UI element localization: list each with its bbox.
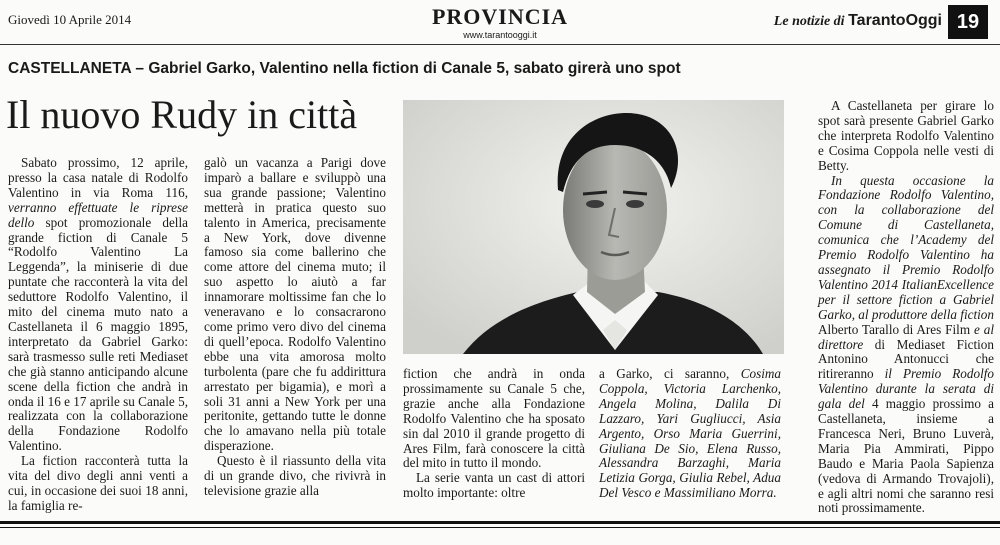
page-number: 19 bbox=[948, 5, 988, 39]
footer-divider bbox=[0, 521, 1000, 524]
portrait-illustration bbox=[403, 100, 784, 354]
text-run: Alberto Tarallo di Ares Film bbox=[818, 321, 974, 337]
text-run: Sabato prossimo, 12 aprile, presso la casa natale di Rodolfo Valentino in via Roma 116, bbox=[8, 155, 188, 200]
text-run: spot promozionale della grande fiction di Canale 5 “Rodolfo Valentino La Leggenda”, la miniserie di due puntate che racconterà la vita del seduttore Rodolfo Valentino, il mito del cinema muto nato a Castellaneta il 6 maggio 1895, interpretato da Gabriel Garko: sarà trasmesso sulle reti Mediaset che già stanno anticipando alcune scene della fiction che andrà in onda il 16 e 17 aprile su Canale 5, realizzata con la collaborazione della Fondazione Rodolfo Valentino. bbox=[8, 214, 188, 454]
paragraph bbox=[818, 174, 994, 517]
article-column-1 bbox=[8, 156, 188, 514]
text-run-italic: Cosima Coppola, Victoria Larchenko, Angela Molina, Dalila Di Lazzaro, Yari Gugliucci, Asia Argento, Orso Maria Guerrini, Giuliana De Sio, Elena Russo, Alessandra Barzaghi, Maria Letizia Gorga, Giulia Rebel, Adua Del Vesco e Massimiliano Morra. bbox=[599, 366, 781, 501]
article-column-3 bbox=[403, 367, 585, 501]
issue-date: Giovedì 10 Aprile 2014 bbox=[8, 12, 132, 27]
website-url[interactable]: www.tarantooggi.it bbox=[463, 30, 537, 40]
brand-name: TarantoOggi bbox=[848, 12, 942, 29]
paragraph: La serie vanta un cast di attori molto importante: oltre bbox=[403, 470, 585, 501]
paragraph: Questo è il riassunto della vita di un grande divo, che rivivrà in televisione grazie alla bbox=[204, 453, 386, 498]
brand-intro: Le notizie di bbox=[773, 14, 845, 29]
masthead-brand bbox=[774, 12, 942, 30]
footer-divider-thin bbox=[0, 527, 1000, 528]
text-run-italic: e al direttore bbox=[818, 321, 994, 352]
paragraph bbox=[599, 367, 781, 501]
article-photo bbox=[403, 100, 784, 354]
article-headline: Il nuovo Rudy in città bbox=[6, 92, 358, 137]
text-run-italic: In questa occasione la Fondazione Rodolfo Valentino, con la collaborazione del Comune di Castellaneta, comunica che l’Academy del Premio Rodolfo Valentino ha assegnato il Premio Rodolfo Valentino 2014 ItalianExcellence per il settore fiction a Gabriel Garko, al produttore della fiction bbox=[818, 172, 994, 322]
paragraph: A Castellaneta per girare lo spot sarà presente Gabriel Garko che interpreta Rodolfo Valentino e Cosima Coppola nelle vesti di Betty. bbox=[818, 98, 994, 173]
section-title: PROVINCIA bbox=[431, 4, 569, 29]
text-run-italic: verranno effettuate le riprese dello bbox=[8, 199, 188, 230]
text-run: a Garko, ci saranno, bbox=[599, 366, 741, 381]
article-column-4 bbox=[599, 367, 781, 501]
paragraph: galò un vacanza a Parigi dove imparò a ballare e sviluppò una sua grande passione; Valentino metterà in pratica questo suo talento in America, precisamente a New York, dove divenne famoso sia come ballerino che come attore del cinema muto; il suo aspetto lo aiutò a far innamorare moltissime fan che lo veneravano e lo consacrarono come primo vero divo del cinema di quell’epoca. Rodolfo Valentino ebbe una vita amorosa molto turbolenta (pare che fu addirittura arrestato per bigamia), e morì a soli 31 anni a New York per una peritonite, gettando tutte le donne che lo amavano nella più totale disperazione. bbox=[204, 155, 386, 454]
paragraph: La fiction racconterà tutta la vita del divo degli anni venti a cui, in occasione dei suoi 18 anni, la famiglia re- bbox=[8, 453, 188, 513]
text-run-italic: il Premio Rodolfo Valentino durante la serata di gala del bbox=[818, 366, 995, 412]
article-column-5 bbox=[818, 99, 994, 516]
paragraph: fiction che andrà in onda prossimamente su Canale 5 che, grazie anche alla Fondazione Rodolfo Valentino che ha sposato sin dal 2010 il grande progetto di Ares Film, farà conoscere la città del mito in tutto il mondo. bbox=[403, 366, 585, 471]
text-run: 4 maggio prossimo a Castellaneta, insieme a Francesca Neri, Bruno Luverà, Maria Pia Ammirati, Pippo Baudo e Maria Paola Sapienza (vedova di Armando Trovajoli), e agli altri nomi che saranno resi noti prossimamente. bbox=[818, 396, 994, 516]
header-divider bbox=[0, 44, 1000, 45]
text-run: di Mediaset Fiction Antonino Antonucci che ritireranno bbox=[818, 336, 994, 382]
article-column-2 bbox=[204, 156, 386, 499]
page-header bbox=[0, 0, 1000, 46]
paragraph bbox=[8, 156, 188, 454]
article-kicker: CASTELLANETA – Gabriel Garko, Valentino nella fiction di Canale 5, sabato girerà uno spot bbox=[8, 60, 681, 77]
